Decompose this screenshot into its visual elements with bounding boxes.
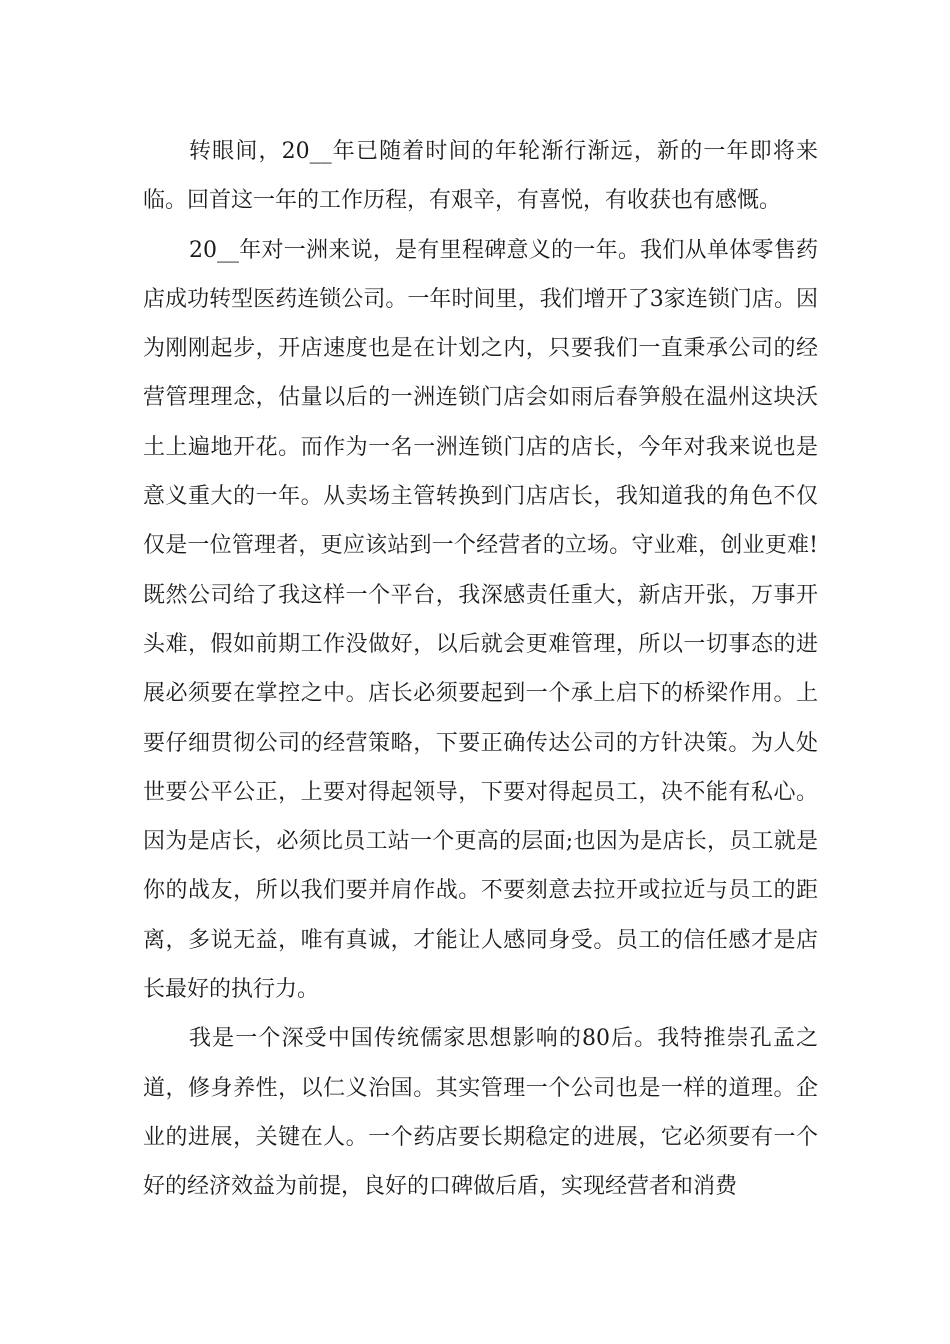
paragraph-management-philosophy: 我是一个深受中国传统儒家思想影响的80后。我特推崇孔孟之道，修身养性，以仁义治国。其实管理一个公司也是一样的道理。企业的进展，关键在人。一个药店要长期稳定的进展，它必须要有一个好的经济效益为前提，良好的口碑做后盾，实现经营者和消费 bbox=[143, 1026, 818, 1200]
document-body bbox=[143, 127, 818, 1212]
paragraph-year-review: 转眼间，20__年已随着时间的年轮渐行渐远，新的一年即将来临。回首这一年的工作历程，有艰辛，有喜悦，有收获也有感慨。 bbox=[143, 139, 818, 214]
paragraph-company-milestone: 20__年对一洲来说，是有里程碑意义的一年。我们从单体零售药店成功转型医药连锁公司。一年时间里，我们增开了3家连锁门店。因为刚刚起步，开店速度也是在计划之内，只要我们一直秉承公司的经营管理理念，估量以后的一洲连锁门店会如雨后春笋般在温州这块沃土上遍地开花。而作为一名一洲连锁门店的店长，今年对我来说也是意义重大的一年。从卖场主管转换到门店店长，我知道我的角色不仅仅是一位管理者，更应该站到一个经营者的立场。守业难，创业更难!既然公司给了我这样一个平台，我深感责任重大，新店开张，万事开头难，假如前期工作没做好，以后就会更难管理，所以一切事态的进展必须要在掌控之中。店长必须要起到一个承上启下的桥梁作用。上要仔细贯彻公司的经营策略，下要正确传达公司的方针决策。为人处世要公平公正，上要对得起领导，下要对得起员工，决不能有私心。因为是店长，必须比员工站一个更高的层面;也因为是店长，员工就是你的战友，所以我们要并肩作战。不要刻意去拉开或拉近与员工的距离，多说无益，唯有真诚，才能让人感同身受。员工的信任感才是店长最好的执行力。 bbox=[143, 237, 818, 1003]
